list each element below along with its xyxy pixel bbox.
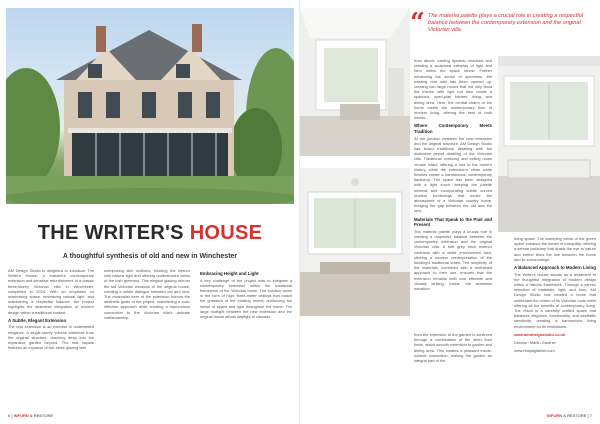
text-column-6 [414, 332, 492, 366]
paragraph: The Writer's House stands as a testament to the thoughtful integration of modern design within a historic framework. Through a careful selection of materials, light, and form, AM Design Studio has created a home that celebrates the charm of its Victorian roots while offering all the benefits of contemporary living. The result is a carefully crafted space that balances elegance, functionality, and aesthetic sensitivity, creating a harmonious living environment for its inhabitants. [514, 271, 596, 329]
kitchen-photo [498, 56, 600, 232]
pull-quote [410, 10, 596, 50]
website-link[interactable]: www.amdesignstudio.co.uk [514, 331, 566, 337]
paragraph: from the extension to the garden is achieved through a combination of the steel floor finish, which smooth extension to garden and dining area. This creates a pleasant inside-outside connection, making the garden an integral part of the [414, 332, 492, 364]
section-heading: Materials That Speak to the Past and Present [414, 216, 492, 228]
text-column-3 [200, 268, 292, 322]
footer-section: RESTORE [567, 413, 587, 418]
section-heading: Embracing Height and Light [200, 271, 259, 276]
pull-quote-text: The material palette plays a crucial role in creating a respectful balance between the contemporary extension and the original Victorian villa [428, 13, 584, 33]
page-footer-left: 6 | INFURN & RESTORE [8, 413, 54, 418]
title-accent: HOUSE [189, 222, 263, 244]
text-column-4 [414, 58, 492, 294]
paragraph: At the junction between the new extension and the original structure, AM Design Studio has fused traditional detailing with the distinctive period detailing of the Victorian villa. Traditional cornicing and ceiling roses remain intact, offering a nod to the home's history, while the extension's clean white finishes create a harmonious, contemporary backdrop. The space has been designed with a light touch, keeping the palette minimal and incorporating subtle curved modern furnishings that evoke the atmosphere of a Victorian country home, bridging the gap between the old and the new. [414, 135, 492, 214]
section-heading: Where Contemporary Meets Tradition [414, 123, 492, 135]
house-exterior-photo [6, 8, 294, 204]
intro-paragraph: AM Design Studio is delighted to introduce The Writer's House, a masterful contemporary extension and sensitive refurbishment of a classic three-storey Victorian villa in Winchester, completed in 2024. With an emphasis on maximising space, embracing natural light, and maintaining a respectful balance, the project highlights the seamless integration of modern design within a traditional context. [8, 268, 94, 315]
right-page [300, 0, 600, 424]
text-column-5 [514, 236, 596, 356]
page-footer-right: INFURN & RESTORE | 7 [546, 413, 592, 418]
credit-line: www.ribajdigitalnet.com [514, 348, 555, 354]
house-illustration [6, 8, 294, 204]
paragraph: The material palette plays a crucial role in creating a respectful balance between the contemporary extension and the original Victorian villa. A soft grey brick exterior contrasts with a white environment face, offering a modern reinterpretation of the building's traditional tones. The simplicity of the materials, combined with a restrained approach to their use, ensures that the extension remains both cost effective and visually striking. Inside, the seamless transition [414, 228, 492, 292]
interior-illustration [300, 8, 410, 156]
text-column-1 [8, 268, 94, 353]
page-number: 6 [8, 413, 11, 418]
article-title [0, 222, 300, 245]
credit-line: Director: Martin Gardner [514, 340, 556, 346]
footer-section: RESTORE [33, 413, 54, 418]
article-subtitle: A thoughtful synthesis of old and new in Winchester [62, 253, 238, 260]
text-column-2 [104, 268, 190, 323]
paragraph: living space. The sweeping views of the green space enhance the sense of tranquility, offering a serene backdrop that draws the eye to nature and further blurs the line between the home and its surroundings. [514, 236, 596, 262]
quote-mark-icon: “ [410, 8, 425, 38]
footer-brand: INFURN [13, 413, 29, 418]
paragraph: from above, casting dynamic shadows and creating a sculptural interplay of light and form within the space below. Further enhancing the sense of openness, the existing rear wall has been opened up, creating two large rooms that not only flood the interior with light but also create a spacious, open-plan kitchen, living, and dining area. Here, the central charm of the home meets the contemporary flow of modern living, offering the best of both worlds. [414, 58, 492, 121]
kitchen-illustration [498, 56, 600, 232]
page-number: 7 [589, 413, 592, 418]
interior-illustration [300, 168, 410, 316]
section-heading: A Subtle, Elegant Extension [8, 317, 67, 323]
paragraph: unimposing slim mullions, flooding the interior with natural light and offering unobstructed views of the lush greenery. This elegant glazing mirrors the tall Victorian windows of the original house, creating a subtle dialogue between old and new. The minimalist form of the extension honors the aesthetic goals of the project, maintaining a cost-effective approach while creating a harmonious connection to the Victorian villa's delicate craftsmanship. [104, 268, 190, 320]
paragraph: A key challenge of the project was to integrate a contemporary extension within the traditional framework of the Victorian home. The solution came in the form of high, three-meter ceilings that match the grandeur of the existing rooms, reinforcing the sense of space and light throughout the home. The large rooflight between the new extension and the original house allows daylight to cascade [200, 277, 292, 320]
footer-brand: INFURN [546, 413, 563, 418]
title-main: THE WRITER'S [37, 222, 184, 244]
interior-photo-top [300, 8, 410, 156]
interior-photo-bottom [300, 168, 410, 316]
paragraph: The rear extension is an exercise in understated elegance. A single-storey volume stretches from the original structure, reaching deep into the expansive garden beyond. The rear façade features an expanse of tall, sleek glazing with [8, 324, 94, 351]
section-heading: A Balanced Approach to Modern Living [514, 265, 596, 271]
